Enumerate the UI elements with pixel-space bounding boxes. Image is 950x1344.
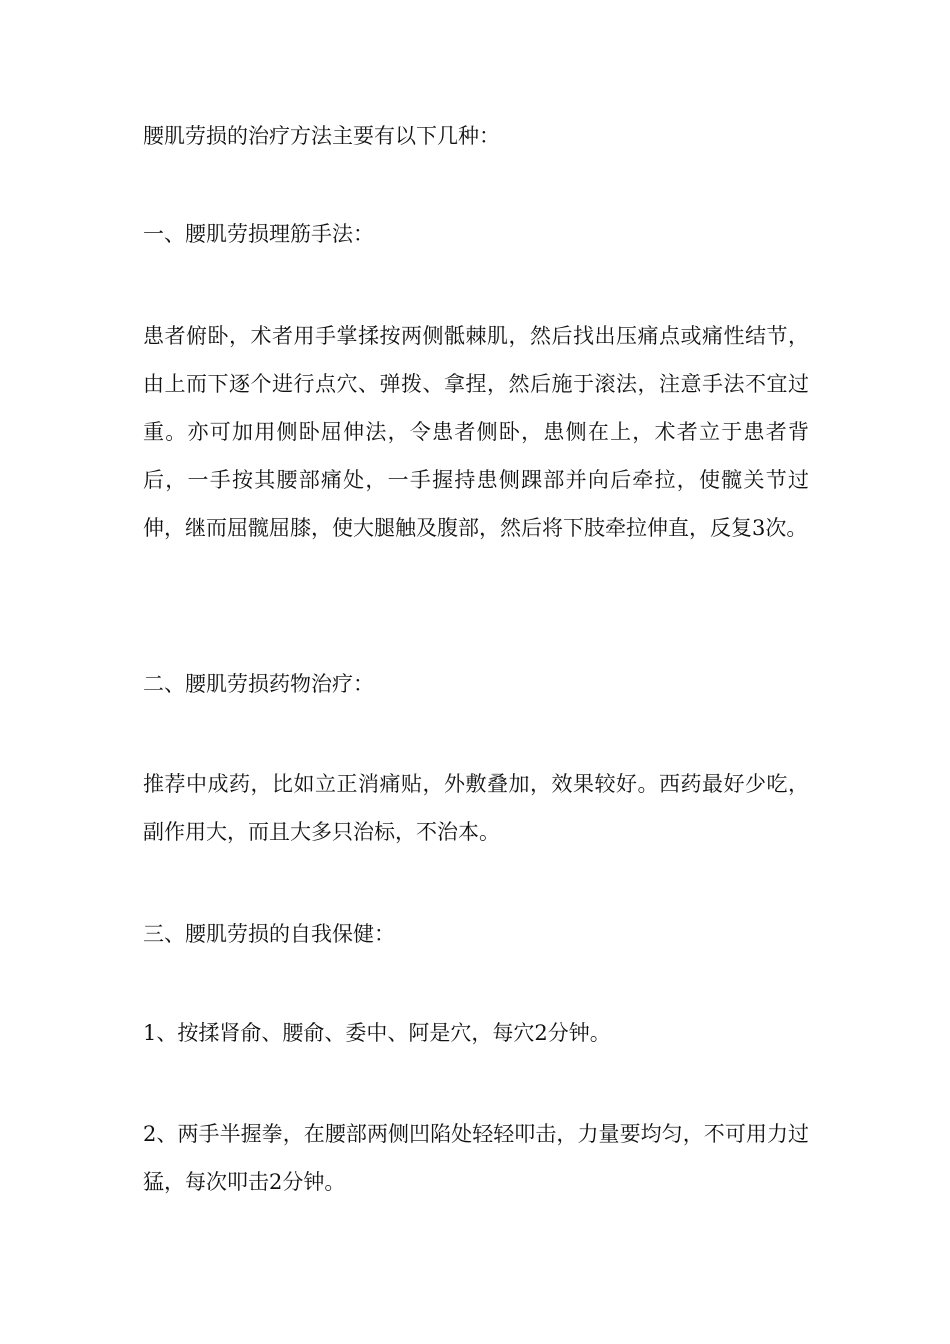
list-item: 1、按揉肾俞、腰俞、委中、阿是穴，每穴2分钟。: [143, 1021, 611, 1045]
section-3-heading: 三、腰肌劳损的自我保健：: [143, 922, 395, 946]
list-item: 2、两手半握拳，在腰部两侧凹陷处轻轻叩击，力量要均匀，不可用力过猛，每次叩击2分钟。: [143, 1122, 809, 1194]
section-2-body: 推荐中成药，比如立正消痛贴，外敷叠加，效果较好。西药最好少吃，副作用大，而且大多只治标，不治本。: [143, 772, 809, 844]
intro-paragraph: 腰肌劳损的治疗方法主要有以下几种：: [143, 124, 500, 148]
section-1-heading: 一、腰肌劳损理筋手法：: [143, 222, 374, 246]
section-2-heading: 二、腰肌劳损药物治疗：: [143, 672, 374, 696]
section-1-body: 患者俯卧，术者用手掌揉按两侧骶棘肌，然后找出压痛点或痛性结节，由上而下逐个进行点穴、弹拨、拿捏，然后施于滚法，注意手法不宜过重。亦可加用侧卧屈伸法，令患者侧卧，患侧在上，术者立于患者背后，一手按其腰部痛处，一手握持患侧踝部并向后牵拉，使髋关节过伸，继而屈髋屈膝，使大腿触及腹部，然后将下肢牵拉伸直，反复3次。: [143, 324, 809, 540]
